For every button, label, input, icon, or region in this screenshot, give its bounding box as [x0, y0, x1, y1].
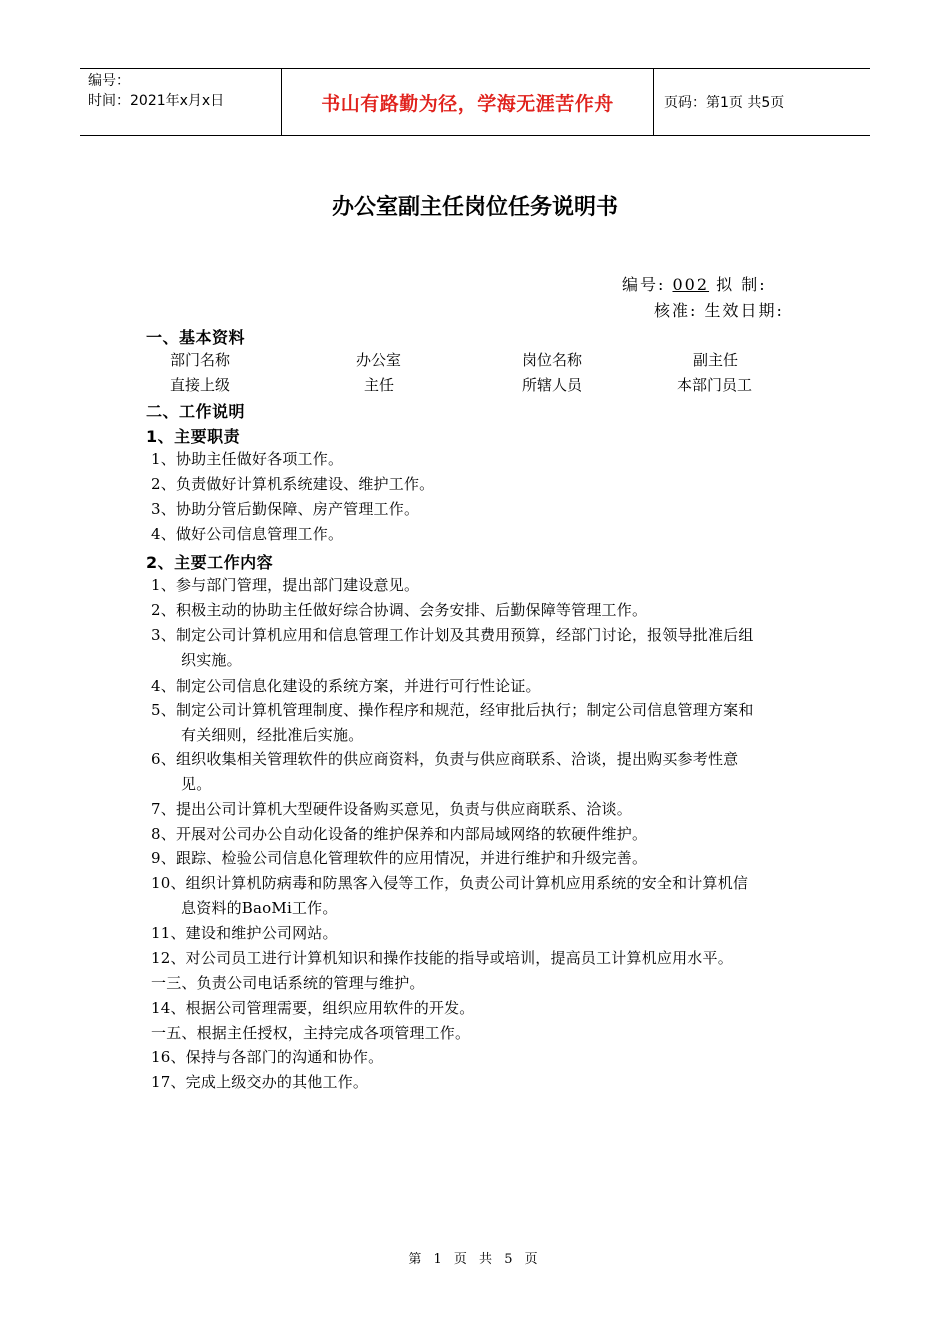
work-item: [151, 1021, 831, 1046]
basic-info-cell: 岗位名称: [522, 351, 583, 369]
work-item-line: 16、保持与各部门的沟通和协作。: [151, 1048, 384, 1066]
duty-item: 3、协助分管后勤保障、房产管理工作。: [151, 500, 420, 518]
work-item-continuation: 有关细则，经批准后实施。: [181, 726, 364, 744]
work-item: [151, 946, 831, 971]
work-item-line: 8、开展对公司办公自动化设备的维护保养和内部局域网络的软硬件维护。: [151, 825, 648, 843]
work-item: [151, 871, 831, 921]
work-item-continuation: 织实施。: [181, 651, 242, 669]
work-item: [151, 822, 831, 847]
basic-info-row: [0, 349, 950, 371]
work-item-line: 一五、根据主任授权，主持完成各项管理工作。: [151, 1024, 471, 1042]
header-page-info: 页码：第1页 共5页: [664, 95, 785, 111]
work-item-line: 5、制定公司计算机管理制度、操作程序和规范，经审批后执行；制定公司信息管理方案和: [151, 701, 754, 719]
header-left-cell: [80, 69, 282, 135]
work-item: [151, 996, 831, 1021]
work-item-line: 一三、负责公司电话系统的管理与维护。: [151, 974, 425, 992]
sub-duties-heading: 1、主要职责: [146, 427, 241, 446]
header-motto: 书山有路勤为径，学海无涯苦作舟: [282, 69, 654, 135]
basic-info-cell: 办公室: [356, 351, 402, 369]
basic-info-row: [0, 374, 950, 396]
section-basic-info-heading: 一、基本资料: [146, 328, 246, 347]
basic-info-cell: 副主任: [693, 351, 739, 369]
page-footer: 第 1 页 共 5 页: [408, 1252, 542, 1267]
work-item-line: 2、积极主动的协助主任做好综合协调、会务安排、后勤保障等管理工作。: [151, 601, 648, 619]
section-work-heading: 二、工作说明: [146, 402, 246, 421]
basic-info-cell: 所辖人员: [522, 376, 583, 394]
work-item: [151, 674, 831, 699]
duty-item: 4、做好公司信息管理工作。: [151, 525, 344, 543]
work-item: [151, 846, 831, 871]
meta-code-label: 编号:: [622, 275, 666, 294]
duty-item: 1、协助主任做好各项工作。: [151, 450, 344, 468]
work-item-continuation: 见。: [181, 775, 212, 793]
meta-line-1: [622, 272, 767, 295]
document-title: 办公室副主任岗位任务说明书: [331, 195, 618, 220]
work-item: [151, 797, 831, 822]
sub-content-heading: 2、主要工作内容: [146, 553, 274, 572]
work-item: [151, 747, 831, 797]
work-item-line: 7、提出公司计算机大型硬件设备购买意见，负责与供应商联系、洽谈。: [151, 800, 632, 818]
header-code-label: 编号：: [88, 73, 130, 89]
work-item: [151, 971, 831, 996]
basic-info-cell: 本部门员工: [677, 376, 753, 394]
work-item: [151, 1070, 831, 1095]
page-header: [80, 68, 870, 136]
work-item-continuation: 息资料的BaoMi工作。: [181, 899, 338, 917]
duty-item: 2、负责做好计算机系统建设、维护工作。: [151, 475, 435, 493]
header-time-label: 时间：2021年x月x日: [88, 93, 225, 109]
work-item-line: 9、跟踪、检验公司信息化管理软件的应用情况，并进行维护和升级完善。: [151, 849, 648, 867]
meta-drafter-label: 拟 制:: [716, 275, 767, 294]
work-item: [151, 623, 831, 673]
basic-info-cell: 部门名称: [170, 351, 231, 369]
work-item-line: 4、制定公司信息化建设的系统方案，并进行可行性论证。: [151, 677, 541, 695]
work-item: [151, 598, 831, 623]
work-item: [151, 921, 831, 946]
work-item-line: 3、制定公司计算机应用和信息管理工作计划及其费用预算，经部门讨论，报领导批准后组: [151, 626, 754, 644]
work-item-line: 14、根据公司管理需要，组织应用软件的开发。: [151, 999, 475, 1017]
work-item: [151, 1045, 831, 1070]
basic-info-cell: 直接上级: [170, 376, 231, 394]
meta-line-2: 核准: 生效日期:: [654, 301, 784, 320]
work-item: [151, 698, 831, 748]
basic-info-cell: 主任: [364, 376, 395, 394]
work-item-line: 12、对公司员工进行计算机知识和操作技能的指导或培训，提高员工计算机应用水平。: [151, 949, 733, 967]
work-item-line: 6、组织收集相关管理软件的供应商资料，负责与供应商联系、洽谈，提出购买参考性意: [151, 750, 739, 768]
work-item-line: 1、参与部门管理，提出部门建设意见。: [151, 576, 420, 594]
work-item: [151, 573, 831, 598]
work-item-line: 17、完成上级交办的其他工作。: [151, 1073, 369, 1091]
work-item-line: 11、建设和维护公司网站。: [151, 924, 338, 942]
work-item-line: 10、组织计算机防病毒和防黑客入侵等工作，负责公司计算机应用系统的安全和计算机信: [151, 874, 749, 892]
meta-code-number: 002: [672, 275, 710, 294]
